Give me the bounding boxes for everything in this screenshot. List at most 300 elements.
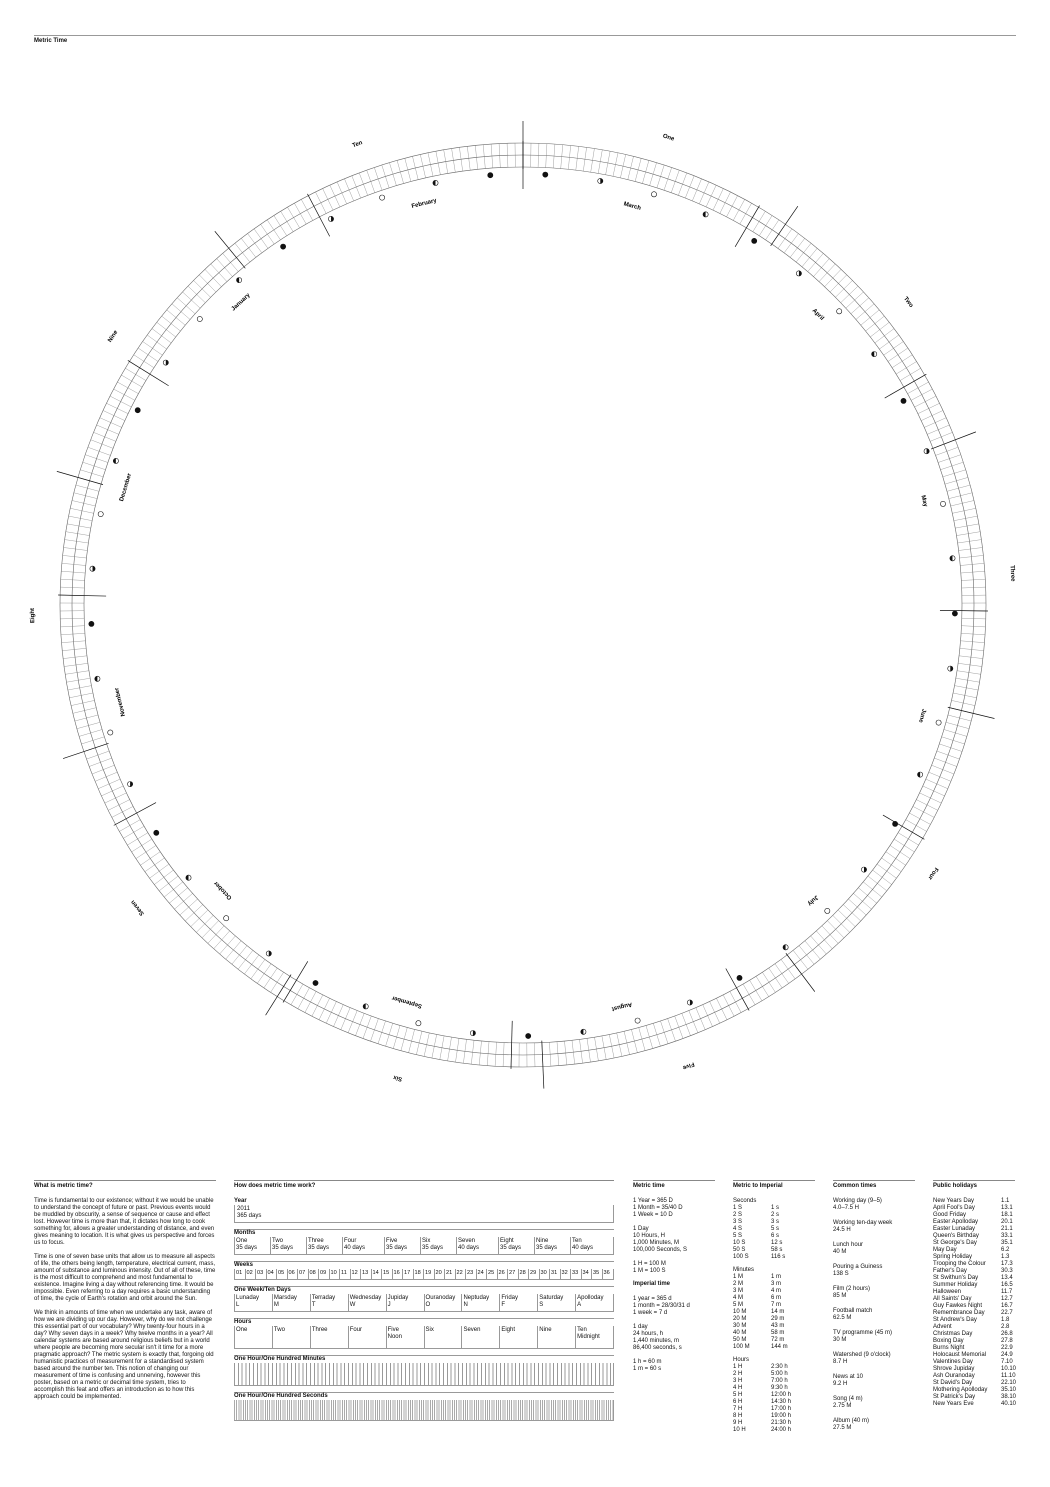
common-time-value: 85 M xyxy=(833,1293,847,1299)
what-text xyxy=(34,1198,216,1401)
holidays-table xyxy=(933,1198,1015,1408)
imperial-value: 12 s xyxy=(771,1240,783,1246)
common-time-value: 4.0–7.5 H xyxy=(833,1205,860,1211)
weeks-block xyxy=(234,1261,614,1280)
holiday-date: 35.1 xyxy=(1001,1240,1013,1246)
conversion-group-label: Hours xyxy=(733,1357,750,1363)
holiday-name: Valentines Day xyxy=(933,1359,973,1365)
month-cell xyxy=(534,1237,570,1254)
moon-phase-icon xyxy=(380,195,385,200)
holiday-name: Christmas Day xyxy=(933,1331,973,1337)
minutes-block xyxy=(234,1355,614,1386)
holiday-name: Holocaust Memorial xyxy=(933,1352,987,1358)
week-cell: 01 xyxy=(234,1269,245,1279)
page-title: Metric Time xyxy=(34,38,68,44)
moon-phase-icon xyxy=(635,1018,640,1023)
month-cell xyxy=(306,1237,342,1254)
month-days: 35 days xyxy=(236,1245,258,1251)
metric-value: 20 M xyxy=(733,1316,747,1322)
moon-phase-icon xyxy=(98,511,103,516)
metric-value: 6 H xyxy=(733,1399,743,1405)
time-line: 1 week = 7 d xyxy=(633,1310,668,1316)
common-time-value: 9.2 H xyxy=(833,1381,848,1387)
metric-value: 4 H xyxy=(733,1385,743,1391)
week-cell: 23 xyxy=(465,1269,476,1279)
metric-month-label: Four xyxy=(926,866,939,881)
holiday-name: St George's Day xyxy=(933,1240,977,1246)
weekday-abbr: O xyxy=(425,1302,431,1308)
metric-month-label: Two xyxy=(902,296,914,309)
imperial-month-label: October xyxy=(213,879,234,901)
holiday-date: 16.5 xyxy=(1001,1282,1013,1288)
metric-value: 50 S xyxy=(733,1247,746,1253)
imperial-value: 19:00 h xyxy=(771,1413,792,1419)
hour-name: Six xyxy=(425,1327,434,1333)
holiday-date: 22.7 xyxy=(1001,1310,1013,1316)
holiday-date: 22.9 xyxy=(1001,1345,1013,1351)
week-cell: 25 xyxy=(486,1269,497,1279)
imperial-value: 7:00 h xyxy=(771,1378,788,1384)
weekday-abbr: W xyxy=(349,1302,356,1308)
imperial-value: 43 m xyxy=(771,1323,785,1329)
hour-name: Three xyxy=(311,1327,328,1333)
hour-name: One xyxy=(236,1327,248,1333)
holiday-name: Father's Day xyxy=(933,1268,967,1274)
weekday-name: Wednesday xyxy=(349,1295,382,1301)
weekday-name: Friday xyxy=(501,1295,519,1301)
holiday-date: 1.1 xyxy=(1001,1198,1010,1204)
metric-value: 1 H xyxy=(733,1364,743,1370)
time-line: 1 year = 365 d xyxy=(633,1296,672,1302)
minutes-label: One Hour/One Hundred Minutes xyxy=(234,1355,614,1363)
holiday-name: New Years Day xyxy=(933,1198,975,1204)
common-time-value: 2.75 M xyxy=(833,1403,852,1409)
week-cell: 31 xyxy=(549,1269,560,1279)
metric-value: 5 S xyxy=(733,1233,743,1239)
imperial-month-label: February xyxy=(411,197,438,210)
moon-phase-icon xyxy=(837,309,842,314)
moon-phase-icon xyxy=(416,1021,421,1026)
metric-time-section xyxy=(633,1180,715,1373)
holiday-date: 10.10 xyxy=(1001,1366,1017,1372)
metric-value: 10 M xyxy=(733,1309,747,1315)
weekday-name: Terraday xyxy=(311,1295,336,1301)
hour-note: Midnight xyxy=(577,1334,600,1340)
imperial-value: 3 s xyxy=(771,1219,780,1225)
holiday-name: Easter Lunaday xyxy=(933,1226,976,1232)
conversion-group xyxy=(733,1357,815,1434)
month-days: 40 days xyxy=(344,1245,366,1251)
metric-month-label: Nine xyxy=(107,329,120,344)
imperial-value: 6 s xyxy=(771,1233,780,1239)
common-time-label: News at 10 xyxy=(833,1374,864,1380)
week-cell: 11 xyxy=(339,1269,350,1279)
holiday-name: May Day xyxy=(933,1247,957,1253)
common-time-item xyxy=(833,1264,915,1278)
metric-value: 50 M xyxy=(733,1337,747,1343)
holiday-date: 1.3 xyxy=(1001,1254,1010,1260)
moon-phase-icon xyxy=(108,730,113,735)
seconds-block xyxy=(234,1392,614,1421)
holiday-date: 11.10 xyxy=(1001,1373,1016,1379)
imperial-value: 12:00 h xyxy=(771,1392,792,1398)
holiday-date: 1.8 xyxy=(1001,1317,1010,1323)
month-name: One xyxy=(236,1238,248,1244)
weekday-name: Neptuday xyxy=(463,1295,490,1301)
time-line xyxy=(633,1352,715,1359)
holiday-name: Queen's Birthday xyxy=(933,1233,979,1239)
hour-name: Four xyxy=(349,1327,363,1333)
ring-middle-edge xyxy=(72,155,974,1055)
month-days: 35 days xyxy=(536,1245,558,1251)
moon-phase-icon xyxy=(940,501,945,506)
week-cell: 21 xyxy=(444,1269,455,1279)
public-holidays-section xyxy=(933,1180,1015,1408)
weekday-abbr: L xyxy=(236,1302,240,1308)
week-cell: 22 xyxy=(455,1269,466,1279)
year-days: 365 days xyxy=(237,1213,262,1219)
metric-value: 100 S xyxy=(733,1254,749,1260)
moon-phase-icon xyxy=(526,1033,531,1038)
common-time-value: 138 S xyxy=(833,1271,849,1277)
year-label: Year xyxy=(234,1198,247,1204)
time-line: 1 Day xyxy=(633,1226,649,1232)
common-times-list xyxy=(833,1198,915,1432)
imperial-value: 6 m xyxy=(771,1295,782,1301)
weekday-cell xyxy=(537,1294,575,1311)
time-line: 1 Week = 10 D xyxy=(633,1212,673,1218)
hour-cell xyxy=(348,1326,386,1348)
month-days: 40 days xyxy=(458,1245,480,1251)
common-time-label: Football match xyxy=(833,1308,873,1314)
holiday-date: 13.1 xyxy=(1001,1205,1013,1211)
imperial-month-label: November xyxy=(114,686,127,717)
moon-phase-icon xyxy=(737,975,742,980)
holiday-name: April Fool's Day xyxy=(933,1205,975,1211)
common-time-item xyxy=(833,1418,915,1432)
moon-phase-icon xyxy=(901,398,906,403)
moon-phase-icon xyxy=(488,173,493,178)
common-time-value: 24.5 H xyxy=(833,1227,851,1233)
holiday-date: 12.7 xyxy=(1001,1296,1013,1302)
imperial-month-divider xyxy=(885,374,927,398)
holiday-name: Trooping the Colour xyxy=(933,1261,986,1267)
common-time-label: Watershed (9 o'clock) xyxy=(833,1352,891,1358)
common-time-label: Working ten-day week xyxy=(833,1220,893,1226)
week-cell: 27 xyxy=(507,1269,518,1279)
metric-value: 9 H xyxy=(733,1420,743,1426)
imperial-value: 144 m xyxy=(771,1344,788,1350)
month-cell xyxy=(384,1237,420,1254)
common-time-item xyxy=(833,1352,915,1366)
weeks-label: Weeks xyxy=(234,1261,614,1269)
hour-cell xyxy=(310,1326,348,1348)
holiday-name: Spring Holiday xyxy=(933,1254,973,1260)
month-name: Nine xyxy=(536,1238,549,1244)
imperial-value: 116 s xyxy=(771,1254,786,1260)
holiday-name: St David's Day xyxy=(933,1380,973,1386)
metric-time-lines xyxy=(633,1198,715,1275)
holiday-date: 17.3 xyxy=(1001,1261,1013,1267)
weekday-cell xyxy=(348,1294,386,1311)
common-time-label: Pouring a Guiness xyxy=(833,1264,883,1270)
hour-cell xyxy=(272,1326,310,1348)
common-time-item xyxy=(833,1330,915,1344)
hour-name: Five xyxy=(387,1327,399,1333)
metric-value: 3 H xyxy=(733,1378,743,1384)
time-line: 1 h = 60 m xyxy=(633,1359,662,1365)
weekday-cell xyxy=(234,1294,272,1311)
common-times-heading: Common times xyxy=(833,1180,915,1190)
imperial-month-divider xyxy=(883,815,924,839)
metric-value: 10 S xyxy=(733,1240,746,1246)
imperial-value: 17:00 h xyxy=(771,1406,792,1412)
metric-value: 2 M xyxy=(733,1281,744,1287)
common-time-label: Song (4 m) xyxy=(833,1396,863,1402)
metric-value: 8 H xyxy=(733,1413,743,1419)
imperial-month-label: June xyxy=(917,708,927,724)
imperial-month-divider xyxy=(114,803,156,826)
seconds-label: One Hour/One Hundred Seconds xyxy=(234,1392,614,1400)
common-time-item xyxy=(833,1286,915,1300)
month-days: 35 days xyxy=(422,1245,444,1251)
hour-cell xyxy=(386,1326,424,1348)
month-cell xyxy=(342,1237,384,1254)
time-line: 1 H = 100 M xyxy=(633,1261,666,1267)
moon-phase-icon xyxy=(224,916,229,921)
imperial-month-divider xyxy=(58,595,106,596)
imperial-month-divider xyxy=(940,610,988,611)
week-cell: 03 xyxy=(255,1269,266,1279)
week-cell: 09 xyxy=(318,1269,329,1279)
imperial-value: 4 m xyxy=(771,1288,782,1294)
imperial-value: 14:30 h xyxy=(771,1399,792,1405)
holiday-date: 11.7 xyxy=(1001,1289,1013,1295)
conversion-group-label: Minutes xyxy=(733,1267,755,1273)
hour-name: Eight xyxy=(501,1327,516,1333)
moon-phase-icon xyxy=(281,244,286,249)
moon-phase-icon xyxy=(752,238,757,243)
common-time-item xyxy=(833,1220,915,1234)
holiday-name: Easter Apolloday xyxy=(933,1219,979,1225)
metric-value: 5 M xyxy=(733,1302,744,1308)
holiday-date: 35.10 xyxy=(1001,1387,1017,1393)
hour-name: Nine xyxy=(539,1327,552,1333)
time-line: 86,400 seconds, s xyxy=(633,1345,682,1351)
imperial-value: 2:30 h xyxy=(771,1364,788,1370)
holiday-name: Shrove Jupiday xyxy=(933,1366,975,1372)
common-time-item xyxy=(833,1374,915,1388)
metric-value: 40 M xyxy=(733,1330,747,1336)
time-line: 1 Year = 365 D xyxy=(633,1198,673,1204)
month-name: Ten xyxy=(572,1238,582,1244)
days-block xyxy=(234,1286,614,1312)
week-cell: 36 xyxy=(602,1269,613,1279)
metric-value: 4 S xyxy=(733,1226,743,1232)
metric-value: 5 H xyxy=(733,1392,743,1398)
weekday-cell xyxy=(499,1294,537,1311)
week-cell: 32 xyxy=(560,1269,571,1279)
holiday-name: Mothering Apolloday xyxy=(933,1387,988,1393)
weekday-abbr: N xyxy=(463,1302,468,1308)
hour-name: Two xyxy=(273,1327,285,1333)
hour-cell xyxy=(537,1326,575,1348)
holiday-date: 38.10 xyxy=(1001,1394,1017,1400)
weekday-abbr: S xyxy=(539,1302,544,1308)
weekday-name: Marsday xyxy=(273,1295,297,1301)
month-cell xyxy=(498,1237,534,1254)
week-cell: 17 xyxy=(402,1269,413,1279)
imperial-value: 1 m xyxy=(771,1274,782,1280)
what-paragraph: Time is one of seven base units that allow us to measure all aspects of life, the others being length, temperature, electrical current, mass, amount of substance and luminous intensity. Out of all of these, time is the most difficult to comprehend and most fundamental to existence. Imagine living a day without referencing time. It would be impossible. Even referring to a day requires a basic understanding of time, the cycle of Earth's rotation and orbit around the Sun. xyxy=(34,1254,216,1302)
metric-month-label: Three xyxy=(1008,565,1016,582)
metric-to-imperial-section xyxy=(733,1180,815,1440)
month-cell xyxy=(570,1237,612,1254)
weekday-abbr: T xyxy=(311,1302,316,1308)
what-heading: What is metric time? xyxy=(34,1180,216,1190)
week-cell: 35 xyxy=(591,1269,602,1279)
metric-value: 10 H xyxy=(733,1427,746,1433)
week-cell: 29 xyxy=(528,1269,539,1279)
hour-cell xyxy=(461,1326,499,1348)
holiday-name: Halloween xyxy=(933,1289,962,1295)
metric-month-divider xyxy=(57,471,103,484)
what-paragraph: Time is fundamental to our existence; without it we would be unable to understand the concept of future or past. Previous events would be muddled by obscurity, a sense of sequence or cause and effect lost. However time is more than that, it dictates how long to cook something for, allows a greater understanding of distance, and even gives meaning to location. It is what gives us perspective and forces us to focus. xyxy=(34,1198,215,1246)
imperial-time-heading: Imperial time xyxy=(633,1281,671,1287)
metric-value: 1 M xyxy=(733,1274,744,1280)
hours-label: Hours xyxy=(234,1318,614,1326)
moon-phase-icon xyxy=(197,316,202,321)
day-ticks xyxy=(60,143,986,1067)
weekday-cell xyxy=(310,1294,348,1311)
week-cell: 07 xyxy=(297,1269,308,1279)
time-line: 1 day xyxy=(633,1324,648,1330)
imperial-month-label: April xyxy=(810,307,825,322)
holiday-date: 22.10 xyxy=(1001,1380,1017,1386)
common-times-section xyxy=(833,1180,915,1440)
imperial-month-label: March xyxy=(622,201,642,212)
time-line: 1 M = 100 S xyxy=(633,1268,666,1274)
metric-value: 7 H xyxy=(733,1406,743,1412)
time-line xyxy=(633,1317,715,1324)
metric-value: 1 S xyxy=(733,1205,743,1211)
common-time-value: 40 M xyxy=(833,1249,847,1255)
year-block xyxy=(234,1198,614,1223)
days-label: One Week/Ten Days xyxy=(234,1286,614,1294)
metric-time-heading: Metric time xyxy=(633,1180,715,1190)
weekday-abbr: M xyxy=(273,1302,279,1308)
holiday-date: 27.8 xyxy=(1001,1338,1013,1344)
holiday-name: Good Friday xyxy=(933,1212,967,1218)
weekday-name: Lunaday xyxy=(236,1295,260,1301)
week-cell: 06 xyxy=(287,1269,298,1279)
holiday-date: 24.9 xyxy=(1001,1352,1013,1358)
time-line: 1 month = 28/30/31 d xyxy=(633,1303,690,1309)
common-time-label: Working day (9–5) xyxy=(833,1198,882,1204)
week-cell: 30 xyxy=(539,1269,550,1279)
holiday-name: All Saints' Day xyxy=(933,1296,972,1302)
week-cell: 26 xyxy=(497,1269,508,1279)
time-line: 1,000 Minutes, M xyxy=(633,1240,680,1246)
weekday-name: Saturday xyxy=(539,1295,564,1301)
holiday-name: Ash Ouranoday xyxy=(933,1373,975,1379)
ring-inner-edge xyxy=(84,167,962,1043)
time-line: 100,000 Seconds, S xyxy=(633,1247,688,1253)
conversion-table xyxy=(733,1198,815,1434)
common-time-value: 8.7 H xyxy=(833,1359,848,1365)
holiday-date: 33.1 xyxy=(1001,1233,1013,1239)
how-heading: How does metric time work? xyxy=(234,1180,614,1190)
moon-phase-icon xyxy=(313,980,318,985)
metric-month-label: Seven xyxy=(130,898,146,917)
common-time-value: 27.5 M xyxy=(833,1425,852,1431)
moon-phase-icon xyxy=(651,192,656,197)
imperial-month-label: December xyxy=(119,472,134,503)
week-cell: 02 xyxy=(245,1269,256,1279)
week-cell: 10 xyxy=(329,1269,340,1279)
imperial-month-label: January xyxy=(230,292,252,313)
public-holidays-heading: Public holidays xyxy=(933,1180,1015,1190)
weekday-cell xyxy=(424,1294,462,1311)
time-line: 10 Hours, H xyxy=(633,1233,666,1239)
imperial-value: 3 m xyxy=(771,1281,782,1287)
holiday-name: Boxing Day xyxy=(933,1338,964,1344)
month-name: Three xyxy=(308,1238,324,1244)
hour-cell xyxy=(575,1326,613,1348)
holiday-name: St Swithun's Day xyxy=(933,1275,979,1281)
imperial-value: 29 m xyxy=(771,1316,785,1322)
holiday-name: Advent xyxy=(933,1324,952,1330)
weekday-name: Apolloday xyxy=(577,1295,604,1301)
hours-block xyxy=(234,1318,614,1349)
time-line: 1 Month = 35/40 D xyxy=(633,1205,683,1211)
imperial-value: 5 s xyxy=(771,1226,780,1232)
time-line xyxy=(633,1254,715,1261)
holiday-date: 26.8 xyxy=(1001,1331,1013,1337)
weekday-abbr: J xyxy=(387,1302,391,1308)
common-time-value: 62.5 M xyxy=(833,1315,852,1321)
imperial-value: 72 m xyxy=(771,1337,785,1343)
moon-phase-icon xyxy=(135,408,140,413)
imperial-value: 7 m xyxy=(771,1302,782,1308)
month-days: 35 days xyxy=(386,1245,408,1251)
month-name: Four xyxy=(344,1238,357,1244)
holiday-name: St Andrew's Day xyxy=(933,1317,977,1323)
common-time-item xyxy=(833,1308,915,1322)
months-block xyxy=(234,1229,614,1255)
moon-phase-icon xyxy=(825,908,830,913)
week-cell: 08 xyxy=(308,1269,319,1279)
month-cell xyxy=(270,1237,306,1254)
month-days: 35 days xyxy=(308,1245,330,1251)
time-line: 24 hours, h xyxy=(633,1331,664,1337)
month-cell xyxy=(234,1237,270,1254)
common-time-value: 30 M xyxy=(833,1337,847,1343)
imperial-month-divider xyxy=(511,1021,512,1069)
metric-month-divider xyxy=(786,953,815,991)
hour-name: Ten xyxy=(577,1327,587,1333)
week-cell: 12 xyxy=(350,1269,361,1279)
time-line: 1,440 minutes, m xyxy=(633,1338,680,1344)
year-value: 2011 xyxy=(237,1206,250,1212)
metric-value: 3 S xyxy=(733,1219,743,1225)
conversion-group xyxy=(733,1267,815,1351)
holiday-date: 30.3 xyxy=(1001,1268,1013,1274)
metric-month-label: Ten xyxy=(351,140,364,150)
common-time-item xyxy=(833,1242,915,1256)
imperial-month-label: September xyxy=(391,994,423,1009)
week-cell: 34 xyxy=(581,1269,592,1279)
